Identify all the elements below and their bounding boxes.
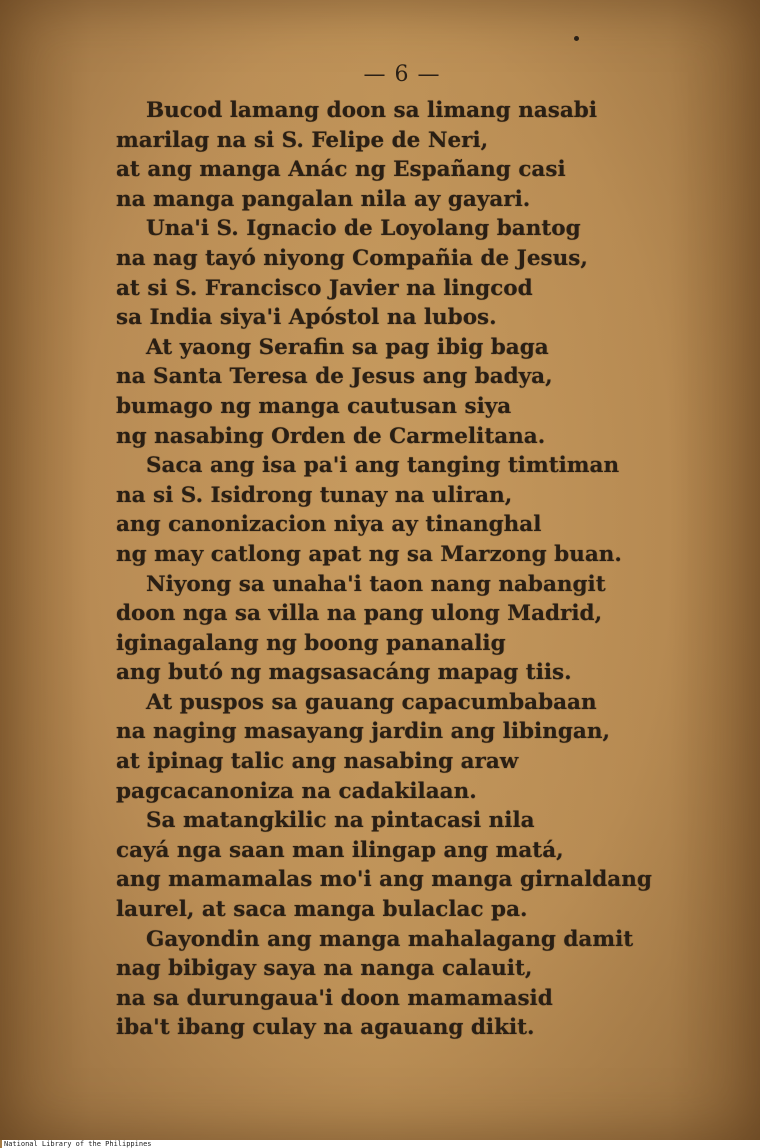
poem-line: ang canonizacion niya ay tinanghal [116, 512, 542, 538]
poem-line: na si S. Isidrong tunay na uliran, [116, 482, 513, 508]
ink-speck [574, 36, 579, 41]
poem-line: pagcacanoniza na cadakilaan. [116, 778, 477, 804]
poem-line: at si S. Francisco Javier na lingcod [116, 275, 533, 301]
poem-line: ng nasabing Orden de Carmelitana. [116, 423, 546, 449]
poem-line: nag bibigay saya na nanga calauit, [116, 956, 533, 982]
poem-line: ang butó ng magsasacáng mapag tiis. [116, 660, 572, 686]
poem-line: At puspos sa gauang capacumbabaan [146, 689, 597, 715]
poem-line: na sa durungaua'i doon mamamasid [116, 985, 553, 1011]
poem-line: sa India siya'i Apóstol na lubos. [116, 305, 497, 331]
poem-line: at ang manga Anác ng Españang casi [116, 157, 566, 183]
poem-line: Bucod lamang doon sa limang nasabi [146, 98, 597, 123]
poem-line: ng may catlong apat ng sa Marzong buan. [116, 541, 622, 567]
poem-line: laurel, at saca manga bulaclac pa. [116, 897, 528, 923]
poem-line: na nag tayó niyong Compañia de Jesus, [116, 245, 588, 271]
poem-line: iba't ibang culay na agauang dikit. [116, 1015, 535, 1041]
poem-line: doon nga sa villa na pang ulong Madrid, [116, 601, 603, 627]
poem-line: Sa matangkilic na pintacasi nila [146, 808, 535, 834]
poem-line: bumago ng manga cautusan siya [116, 393, 512, 419]
poem-text [116, 96, 716, 1043]
poem-line: marilag na si S. Felipe de Neri, [116, 127, 489, 153]
page-number: — 6 — [363, 62, 441, 87]
poem-line: na naging masayang jardin ang libingan, [116, 719, 610, 745]
footer-credit: National Library of the Philippines [2, 1140, 760, 1148]
poem-line: Niyong sa unaha'i taon nang nabangit [146, 571, 606, 597]
poem-line: ang mamamalas mo'i ang manga girnaldang [116, 867, 652, 893]
poem-line: na manga pangalan nila ay gayari. [116, 186, 531, 212]
poem-line: cayá nga saan man ilingap ang matá, [116, 837, 564, 863]
poem-line: Una'i S. Ignacio de Loyolang bantog [146, 216, 581, 242]
poem-line: Saca ang isa pa'i ang tanging timtiman [146, 453, 620, 479]
poem-line: At yaong Serafin sa pag ibig baga [146, 334, 549, 360]
poem-line: at ipinag talic ang nasabing araw [116, 749, 519, 775]
poem-line: na Santa Teresa de Jesus ang badya, [116, 364, 553, 390]
poem-line: iginagalang ng boong pananalig [116, 630, 506, 656]
poem-line: Gayondin ang manga mahalagang damit [146, 926, 634, 952]
